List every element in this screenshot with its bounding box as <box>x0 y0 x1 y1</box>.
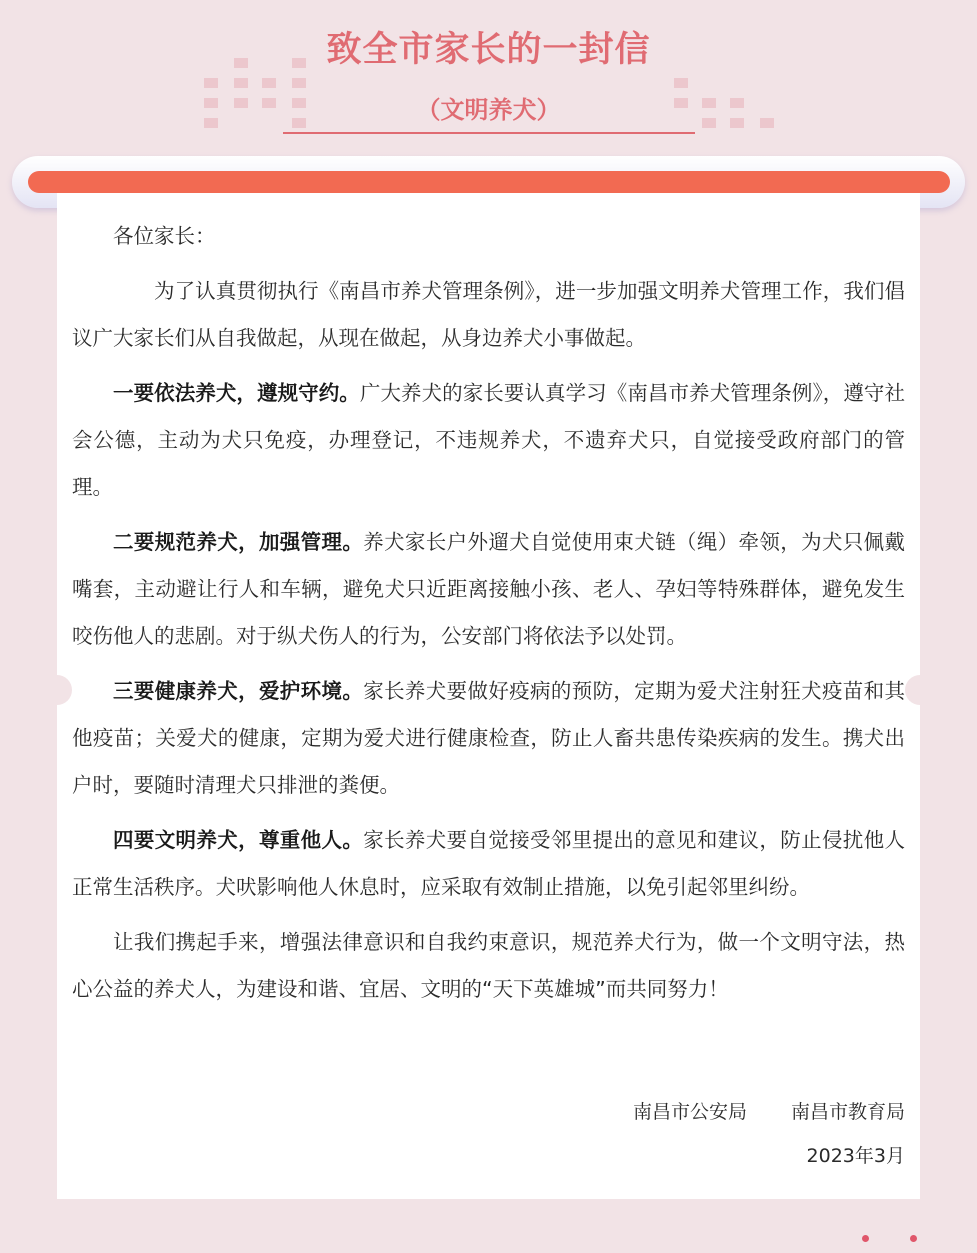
paper-notch-right <box>905 675 935 705</box>
signature-issuers <box>72 1090 905 1134</box>
section-lead: 二要规范养犬，加强管理。 <box>113 530 364 554</box>
letter-closing: 让我们携起手来，增强法律意识和自我约束意识，规范养犬行为，做一个文明守法，热心公益的养犬人，为建设和谐、宜居、文明的“天下英雄城”而共同努力！ <box>72 930 905 1001</box>
page-subtitle: （文明养犬） <box>416 96 561 124</box>
letter-section <box>72 370 905 511</box>
letter-section <box>72 817 905 911</box>
section-text: 家长养犬要做好疫病的预防，定期为爱犬注射狂犬疫苗和其他疫苗；关爱犬的健康，定期为爱犬进行健康检查，防止人畜共患传染疾病的发生。携犬出户时，要随时清理犬只排泄的粪便。 <box>72 679 906 797</box>
section-text: 养犬家长户外遛犬自觉使用束犬链（绳）牵领，为犬只佩戴嘴套，主动避让行人和车辆，避免犬只近距离接触小孩、老人、孕妇等特殊群体，避免发生咬伤他人的悲剧。对于纵犬伤人的行为，公安部门将依法予以处罚。 <box>72 530 906 648</box>
section-lead: 一要依法养犬，遵规守约。 <box>113 381 360 405</box>
letter-intro: 为了认真贯彻执行《南昌市养犬管理条例》，进一步加强文明养犬管理工作，我们倡议广大家长们从自我做起，从现在做起，从身边养犬小事做起。 <box>72 279 905 350</box>
decorative-dot <box>862 1235 869 1242</box>
section-text: 广大养犬的家长要认真学习《南昌市养犬管理条例》，遵守社会公德，主动为犬只免疫，办理登记，不违规养犬，不遗弃犬只，自觉接受政府部门的管理。 <box>72 381 906 499</box>
page-title: 致全市家长的一封信 <box>326 30 651 70</box>
paper-notch-left <box>42 675 72 705</box>
section-lead: 四要文明养犬，尊重他人。 <box>113 828 364 852</box>
letter-section <box>72 519 905 660</box>
letter-greeting: 各位家长： <box>113 224 216 248</box>
section-lead: 三要健康养犬，爱护环境。 <box>113 679 364 703</box>
letter-signature <box>72 1090 905 1178</box>
signature-date: 2023年3月 <box>806 1145 905 1167</box>
subtitle-divider <box>283 132 695 134</box>
letter-body <box>72 213 905 1013</box>
issuer-education-bureau: 南昌市教育局 <box>790 1101 905 1123</box>
scroll-roller-band <box>28 171 950 193</box>
letter-section <box>72 668 905 809</box>
decorative-dot <box>910 1235 917 1242</box>
issuer-police-bureau: 南昌市公安局 <box>632 1101 747 1123</box>
section-text: 家长养犬要自觉接受邻里提出的意见和建议，防止侵扰他人正常生活秩序。犬吠影响他人休息时，应采取有效制止措施，以免引起邻里纠纷。 <box>72 828 906 899</box>
